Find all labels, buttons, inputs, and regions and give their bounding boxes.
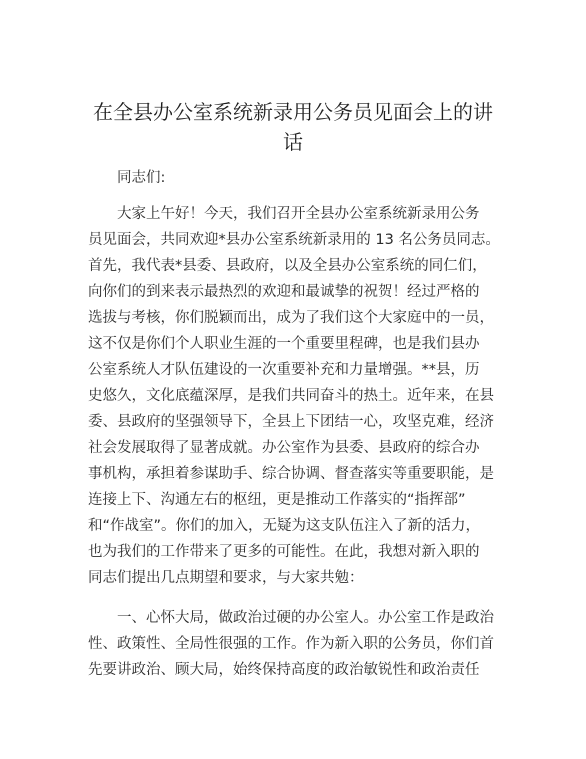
title-line: 在全县办公室系统新录用公务员见面会上的讲	[93, 100, 493, 124]
paragraph-line: 社会发展取得了显著成就。办公室作为县委、县政府的综合办	[88, 440, 480, 456]
salutation-text: 同志们:	[117, 170, 166, 186]
paragraph-line: 连接上下、沟通左右的枢纽，更是推动工作落实的“指挥部”	[88, 492, 466, 508]
title-line: 话	[283, 130, 303, 154]
paragraph-line: 和“作战室”。你们的加入，无疑为这支队伍注入了新的活力，	[88, 518, 481, 534]
paragraph-line: 首先，我代表*县委、县政府，以及全县办公室系统的同仁们，	[88, 258, 487, 274]
document-title	[88, 97, 498, 157]
paragraph-line: 也为我们的工作带来了更多的可能性。在此，我想对新入职的	[88, 544, 480, 560]
paragraph-line: 员见面会，共同欢迎*县办公室系统新录用的 13 名公务员同志。	[88, 232, 500, 248]
salutation	[88, 165, 506, 191]
paragraph-line: 大家上午好！今天，我们召开全县办公室系统新录用公务	[117, 206, 480, 222]
paragraph-line: 委、县政府的坚强领导下，全县上下团结一心，攻坚克难，经济	[88, 414, 494, 430]
paragraph-line: 事机构，承担着参谋助手、综合协调、督查落实等重要职能，是	[88, 466, 494, 482]
paragraph-line: 这不仅是你们个人职业生涯的一个重要里程碑，也是我们县办	[88, 336, 480, 352]
paragraph-section-one	[88, 605, 506, 683]
paragraph-line: 向你们的到来表示最热烈的欢迎和最诚挚的祝贺！经过严格的	[88, 284, 480, 300]
paragraph-line: 选拔与考核，你们脱颖而出，成为了我们这个大家庭中的一员，	[88, 310, 494, 326]
paragraph-line: 一、心怀大局，做政治过硬的办公室人。办公室工作是政治	[117, 610, 494, 626]
paragraph-line: 史悠久，文化底蕴深厚，是我们共同奋斗的热土。近年来，在县	[88, 388, 494, 404]
paragraph-line: 性、政策性、全局性很强的工作。作为新入职的公务员，你们首	[88, 636, 494, 652]
paragraph-welcome	[88, 201, 506, 591]
paragraph-line: 先要讲政治、顾大局，始终保持高度的政治敏锐性和政治责任	[88, 662, 480, 678]
paragraph-line: 同志们提出几点期望和要求，与大家共勉：	[88, 570, 364, 586]
paragraph-line: 公室系统人才队伍建设的一次重要补充和力量增强。**县，历	[88, 362, 480, 378]
